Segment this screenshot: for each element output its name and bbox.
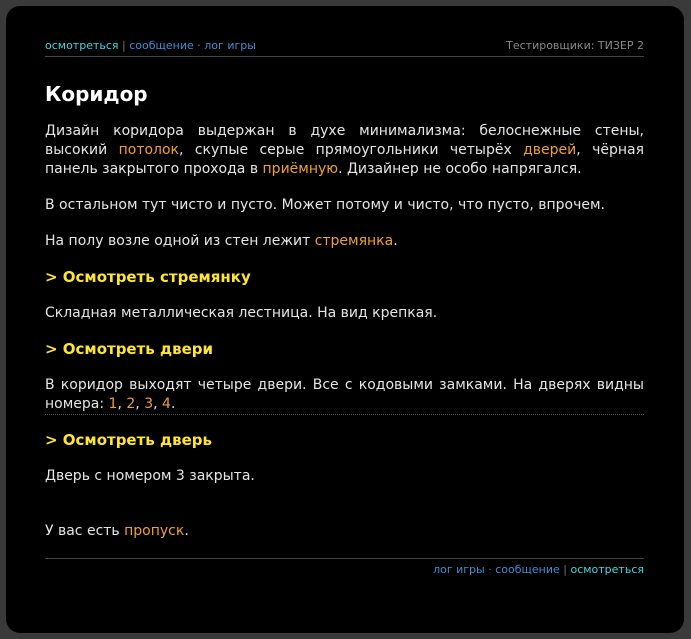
text: , [117,396,127,412]
message-link[interactable]: сообщение [495,563,560,576]
ladder-description: Складная металлическая лестница. На вид крепкая. [45,305,438,321]
text: . [393,233,398,249]
room-description-2: В остальном тут чисто и пусто. Может потому и чисто, что пусто, впрочем. [45,197,605,213]
nav-separator: · [197,39,201,52]
reception-link[interactable]: приёмную [262,161,339,177]
action-examine-ladder[interactable]: > Осмотреть стремянку [45,268,251,286]
look-around-link[interactable]: осмотреться [45,39,119,52]
text: , [153,396,163,412]
room-description-3 [45,232,644,251]
inventory-line [45,522,644,541]
nav-separator: | [122,39,126,52]
bottom-nav-links [433,563,644,576]
ladder-link[interactable]: стремянка [314,233,394,249]
text: На полу возле одной из стен лежит [45,233,315,249]
door-1-link[interactable]: 1 [108,396,118,412]
door-4-link[interactable]: 4 [162,396,171,412]
game-log-link[interactable]: лог игры [204,39,256,52]
bottom-nav-bar [45,558,644,576]
text: . [170,396,176,412]
text: , [135,396,145,412]
door-3-link[interactable]: 3 [144,396,154,412]
top-nav-bar [45,39,644,57]
game-content [45,39,644,576]
action-examine-doors[interactable]: > Осмотреть двери [45,340,214,358]
game-log-link[interactable]: лог игры [433,563,485,576]
game-window [6,6,684,633]
action-examine-door[interactable]: > Осмотреть дверь [45,431,213,449]
text: . [184,523,189,539]
text: В коридор выходят четыре двери. Все с кодовыми замками. На дверях видны номера: [45,377,644,412]
top-nav-links [45,39,256,52]
ceiling-link[interactable]: потолок [118,142,180,158]
text: , скупые серые прямоугольники четырёх [179,142,524,158]
nav-separator: · [488,563,492,576]
text: . Дизайнер не особо напрягался. [338,161,582,177]
nav-separator: | [563,563,567,576]
text: , чёрная панель закрытого прохода в [45,142,645,177]
text: Дизайн коридора выдержан в духе минимализма: белоснежные стены, высокий [45,123,644,158]
doors-link[interactable]: дверей [523,142,577,158]
pass-link[interactable]: пропуск [124,523,185,539]
room-title: Коридор [45,82,148,106]
door-2-link[interactable]: 2 [126,396,136,412]
room-description [45,122,644,179]
message-link[interactable]: сообщение [129,39,194,52]
look-around-link[interactable]: осмотреться [570,563,644,576]
testers-label: Тестировщики: ТИЗЕР 2 [506,39,644,52]
door-description: Дверь с номером 3 закрыта. [45,468,255,484]
text: У вас есть [45,523,125,539]
doors-description [45,376,644,415]
